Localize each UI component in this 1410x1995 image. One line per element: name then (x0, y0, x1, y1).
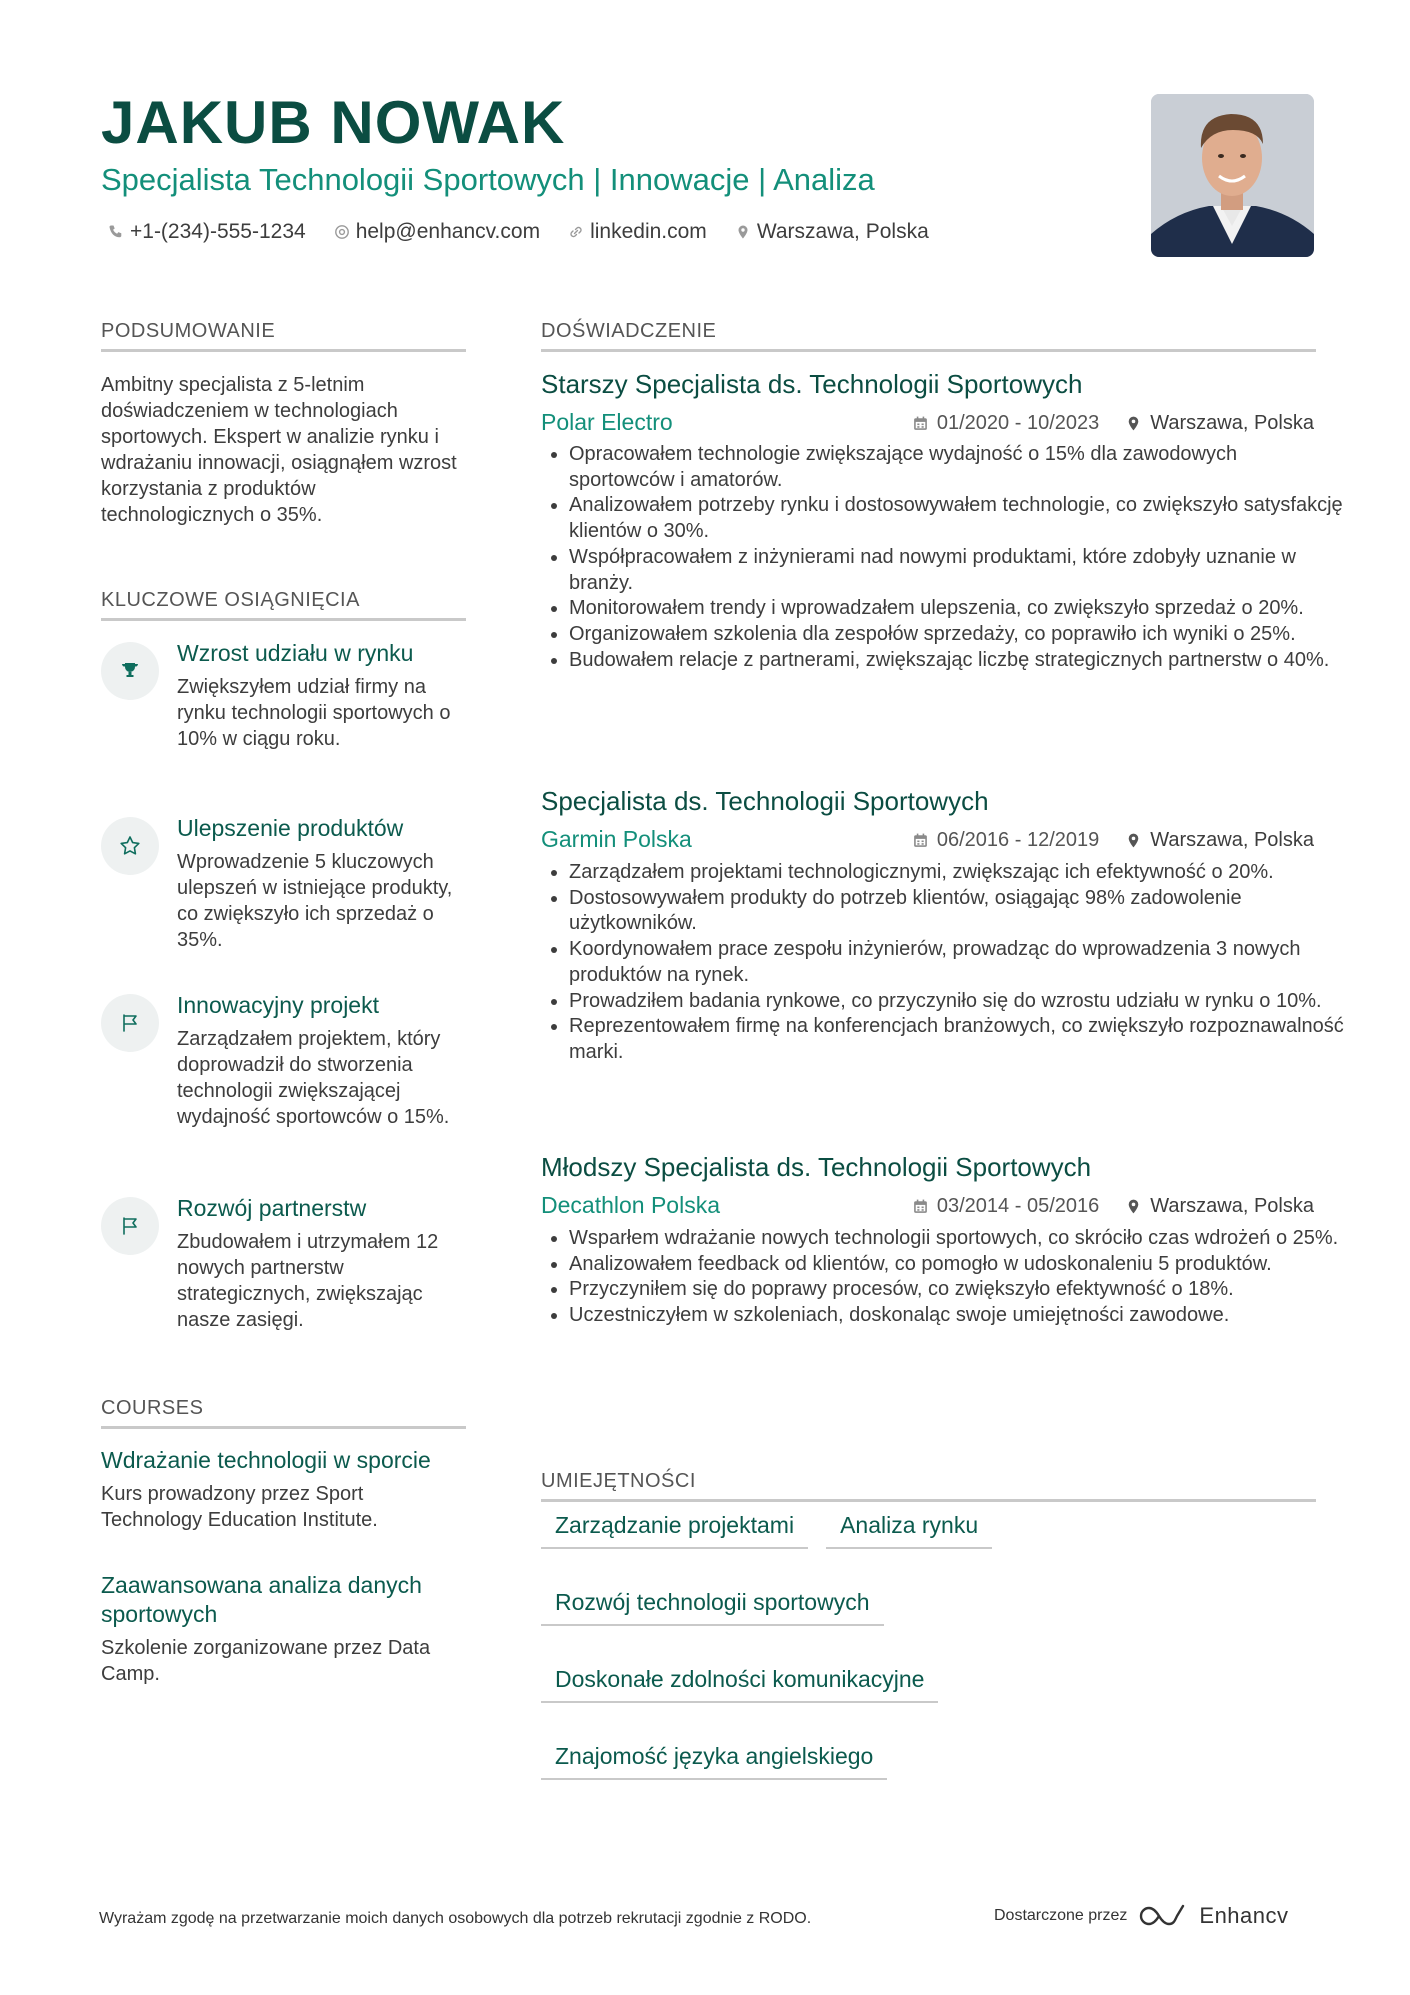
contact-email[interactable] (334, 220, 540, 244)
flag-icon (118, 1214, 142, 1238)
job-title: Starszy Specjalista ds. Technologii Sportowych (541, 369, 1083, 399)
map-pin-icon (1125, 415, 1142, 432)
calendar-icon (912, 415, 929, 432)
powered-by-label: Dostarczone przez (994, 1907, 1128, 1924)
job-bullet: • Budowałem relacje z partnerami, zwiększając liczbę strategicznych partnerstw o 40%. (569, 648, 1344, 674)
map-pin-icon (1125, 1198, 1142, 1215)
achievement-description: Wprowadzenie 5 kluczowych ulepszeń w istniejące produkty, co zwiększyło ich sprzedaż o 35%. (177, 851, 453, 951)
calendar-icon (912, 1198, 929, 1215)
job-dates (912, 829, 1099, 852)
link-icon (568, 224, 584, 240)
skill-tag: Doskonałe zdolności komunikacyjne (541, 1662, 938, 1703)
achievement-icon-badge (101, 994, 159, 1052)
courses-heading: COURSES (101, 1397, 466, 1429)
job-bullet: • Wsparłem wdrażanie nowych technologii sportowych, co skróciło czas wdrożeń o 25%. (569, 1226, 1344, 1252)
profile-photo (1151, 94, 1314, 257)
job-bullet: • Uczestniczyłem w szkoleniach, doskonaląc swoje umiejętności zawodowe. (569, 1303, 1344, 1329)
job-dates-text: 01/2020 - 10/2023 (936, 412, 1100, 434)
job-meta (912, 829, 1314, 852)
at-icon (334, 224, 350, 240)
job-bullets (541, 442, 1344, 673)
job-bullet: • Koordynowałem prace zespołu inżynierów, prowadząc do wprowadzenia 3 nowych produktów na rynek. (569, 937, 1344, 988)
job-bullet: • Monitorowałem trendy i wprowadzałem ulepszenia, co zwiększyło sprzedaż o 20%. (569, 596, 1344, 622)
achievement-title: Rozwój partnerstw (177, 1195, 367, 1221)
achievement-title: Innowacyjny projekt (177, 992, 379, 1018)
achievement-description: Zwiększyłem udział firmy na rynku technologii sportowych o 10% w ciągu roku. (177, 676, 451, 750)
course-title: Wdrażanie technologii w sporcie (101, 1447, 431, 1473)
contact-phone[interactable] (108, 220, 306, 244)
company-name: Polar Electro (541, 409, 673, 435)
skill-tag: Analiza rynku (826, 1508, 992, 1549)
job-location (1125, 1195, 1314, 1218)
map-pin-icon (735, 224, 751, 240)
job-location-text: Warszawa, Polska (1150, 1195, 1314, 1217)
job-meta (912, 412, 1314, 435)
trophy-icon (118, 659, 142, 683)
job-bullet: • Przyczyniłem się do poprawy procesów, co zwiększyło efektywność o 18%. (569, 1277, 1344, 1303)
candidate-headline: Specjalista Technologii Sportowych | Innowacje | Analiza (101, 162, 875, 197)
achievement-icon-badge (101, 817, 159, 875)
skill-tag: Znajomość języka angielskiego (541, 1739, 887, 1780)
summary-text: Ambitny specjalista z 5-letnim doświadczeniem w technologiach sportowych. Ekspert w analizie rynku i wdrażaniu innowacji, osiągnąłem wzrost korzystania z produktów technologicznych o 35%. (101, 374, 457, 526)
star-icon (118, 834, 142, 858)
contact-bar (108, 220, 929, 244)
job-bullet: • Organizowałem szkolenia dla zespołów sprzedaży, co poprawiło ich wyniki o 25%. (569, 622, 1344, 648)
enhancv-logo-icon (1139, 1903, 1187, 1929)
achievement-description: Zbudowałem i utrzymałem 12 nowych partnerstw strategicznych, zwiększając nasze zasięgi. (177, 1231, 439, 1331)
job-location-text: Warszawa, Polska (1150, 829, 1314, 851)
achievement-icon-badge (101, 642, 159, 700)
skills-heading: UMIEJĘTNOŚCI (541, 1470, 1316, 1502)
job-bullet: • Reprezentowałem firmę na konferencjach branżowych, co zwiększyło rozpoznawalność marki. (569, 1014, 1344, 1065)
course-description: Kurs prowadzony przez Sport Technology Education Institute. (101, 1483, 378, 1531)
job-meta (912, 1195, 1314, 1218)
job-bullet: • Analizowałem potrzeby rynku i dostosowywałem technologie, co zwiększyło satysfakcję klientów o 30%. (569, 493, 1344, 544)
achievement-description: Zarządzałem projektem, który doprowadził do stworzenia technologii zwiększającej wydajność sportowców o 15%. (177, 1028, 450, 1128)
phone-text: +1-(234)-555-1234 (130, 220, 306, 243)
skills-list (541, 1508, 1331, 1780)
job-dates-text: 06/2016 - 12/2019 (936, 829, 1100, 851)
summary-heading: PODSUMOWANIE (101, 320, 466, 352)
linkedin-text: linkedin.com (590, 220, 707, 243)
job-location-text: Warszawa, Polska (1150, 412, 1314, 434)
company-name: Garmin Polska (541, 826, 692, 852)
job-bullets (541, 860, 1344, 1066)
job-bullet: • Opracowałem technologie zwiększające wydajność o 15% dla zawodowych sportowców i amatorów. (569, 442, 1344, 493)
job-title: Specjalista ds. Technologii Sportowych (541, 786, 989, 816)
achievement-title: Ulepszenie produktów (177, 815, 404, 841)
course-title: Zaawansowana analiza danych sportowych (101, 1572, 422, 1627)
job-dates (912, 412, 1099, 435)
job-location (1125, 829, 1314, 852)
experience-heading: DOŚWIADCZENIE (541, 320, 1316, 352)
achievement-title: Wzrost udziału w rynku (177, 640, 414, 666)
job-bullet: • Współpracowałem z inżynierami nad nowymi produktami, które zdobyły uznanie w branży. (569, 545, 1344, 596)
job-bullet: • Zarządzałem projektami technologicznymi, zwiększając ich efektywność o 20%. (569, 860, 1344, 886)
contact-location (735, 220, 929, 244)
contact-linkedin[interactable] (568, 220, 707, 244)
job-location (1125, 412, 1314, 435)
powered-by[interactable] (994, 1903, 1289, 1929)
job-bullet: • Prowadziłem badania rynkowe, co przyczyniło się do wzrostu udziału w rynku o 10%. (569, 989, 1344, 1015)
course-description: Szkolenie zorganizowane przez Data Camp. (101, 1637, 431, 1685)
flag-icon (118, 1011, 142, 1035)
candidate-name: JAKUB NOWAK (101, 89, 566, 156)
company-name: Decathlon Polska (541, 1192, 720, 1218)
achievement-icon-badge (101, 1197, 159, 1255)
skill-tag: Rozwój technologii sportowych (541, 1585, 884, 1626)
email-text: help@enhancv.com (355, 220, 541, 243)
job-title: Młodszy Specjalista ds. Technologii Sportowych (541, 1152, 1092, 1182)
skill-tag: Zarządzanie projektami (541, 1508, 808, 1549)
calendar-icon (912, 832, 929, 849)
achievements-heading: KLUCZOWE OSIĄGNIĘCIA (101, 589, 466, 621)
location-text: Warszawa, Polska (756, 220, 929, 243)
enhancv-brand: Enhancv (1199, 1903, 1289, 1928)
job-bullets (541, 1226, 1344, 1329)
job-dates-text: 03/2014 - 05/2016 (936, 1195, 1100, 1217)
map-pin-icon (1125, 832, 1142, 849)
job-dates (912, 1195, 1099, 1218)
job-bullet: • Dostosowywałem produkty do potrzeb klientów, osiągając 98% zadowolenie użytkowników. (569, 886, 1344, 937)
job-bullet: • Analizowałem feedback od klientów, co pomogło w udoskonaleniu 5 produktów. (569, 1252, 1344, 1278)
phone-icon (108, 224, 124, 240)
gdpr-consent: Wyrażam zgodę na przetwarzanie moich danych osobowych dla potrzeb rekrutacji zgodnie z RODO. (99, 1910, 812, 1927)
